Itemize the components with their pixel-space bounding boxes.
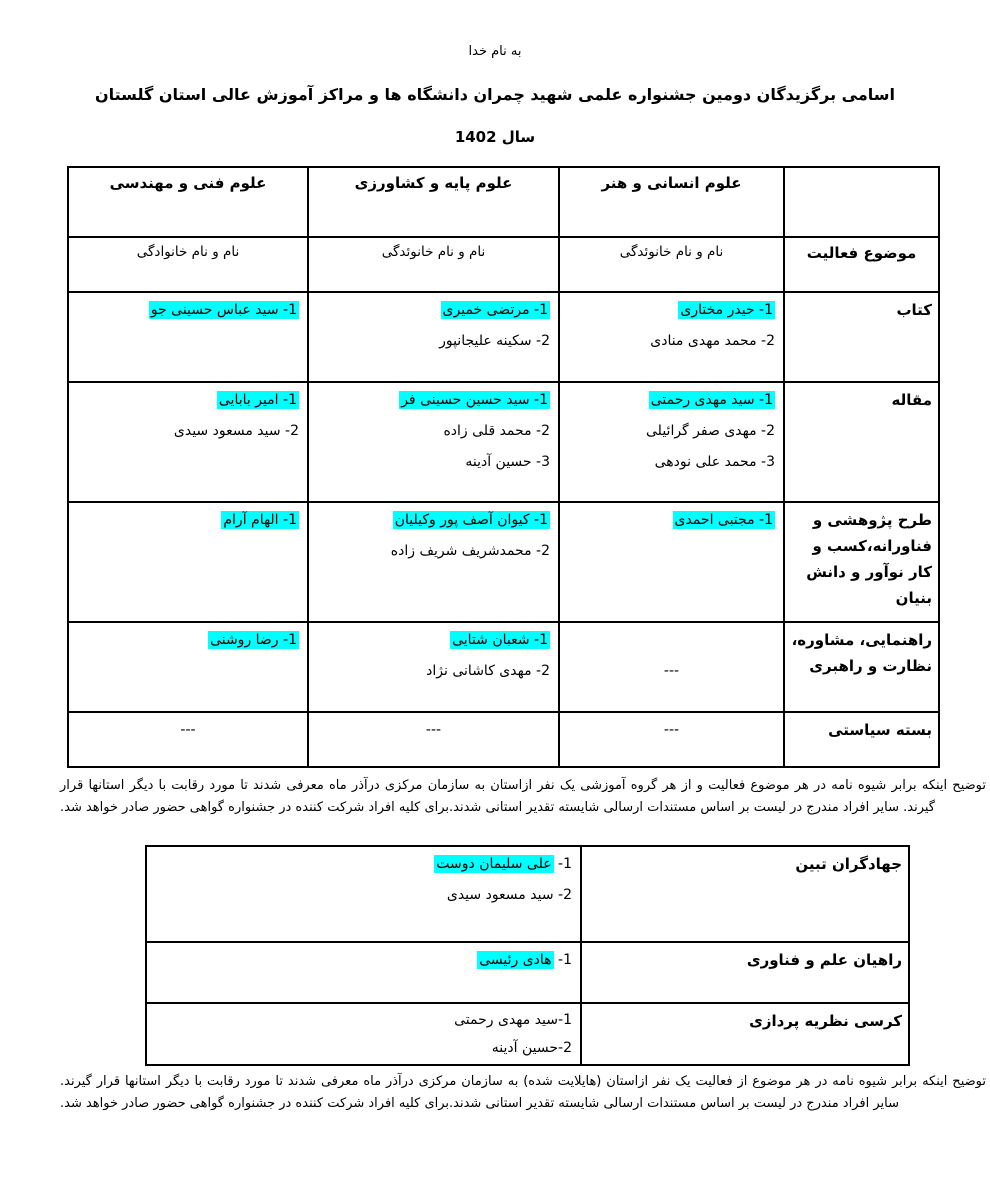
entry-line bbox=[77, 625, 299, 656]
person-name: حسین آدینه bbox=[491, 1040, 559, 1056]
table-header-row bbox=[68, 167, 939, 237]
person-name: 1- سید حسین حسینی فر bbox=[401, 392, 548, 408]
names-cell bbox=[308, 712, 559, 767]
entry-line bbox=[317, 656, 550, 687]
names-cell bbox=[68, 292, 308, 382]
column-header-basic-agriculture: علوم پایه و کشاورزی bbox=[308, 167, 559, 237]
no-entry-dashes: --- bbox=[425, 722, 442, 738]
names-cell bbox=[308, 382, 559, 502]
entry-line bbox=[317, 416, 550, 447]
names-cell bbox=[68, 712, 308, 767]
entry-line bbox=[317, 326, 550, 357]
rank-prefix: 1- bbox=[558, 1012, 572, 1028]
entry-line bbox=[568, 295, 775, 326]
names-cell bbox=[559, 382, 784, 502]
person-name: 2- محمدشریف شریف زاده bbox=[390, 543, 550, 559]
name-surname-label: نام و نام خانوئدگی bbox=[308, 237, 559, 292]
person-name: 1- حیدر مختاری bbox=[680, 302, 773, 318]
names-cell bbox=[559, 712, 784, 767]
entry-line bbox=[155, 849, 572, 880]
rank-prefix: 1- bbox=[553, 856, 572, 872]
year-line: سال 1402 bbox=[454, 128, 536, 146]
names-cell bbox=[68, 622, 308, 712]
entry-line bbox=[77, 715, 299, 746]
table-row-article bbox=[68, 382, 939, 502]
person-name: 1- شعبان شتایی bbox=[452, 632, 548, 648]
entry-line bbox=[155, 945, 572, 976]
special-categories-table bbox=[145, 845, 910, 1066]
table-row-book bbox=[68, 292, 939, 382]
person-name: علی سلیمان دوست bbox=[436, 856, 552, 872]
person-name: 2- مهدی صفر گرائیلی bbox=[646, 423, 775, 439]
table-subheader-row bbox=[68, 237, 939, 292]
table-row-rahian bbox=[146, 942, 909, 1003]
activity-subject-header: موضوع فعالیت bbox=[784, 237, 939, 292]
entry-line bbox=[317, 715, 550, 746]
entry-line bbox=[77, 385, 299, 416]
category-cell: مقاله bbox=[784, 382, 939, 502]
person-name: 1- رضا روشنی bbox=[210, 632, 297, 648]
person-name: سید مهدی رحمتی bbox=[454, 1012, 559, 1028]
rank-prefix: 2- bbox=[558, 1040, 572, 1056]
entry-line bbox=[568, 385, 775, 416]
main-awards-table bbox=[67, 166, 940, 768]
table-row-theorizing-chair bbox=[146, 1003, 909, 1065]
person-name: 2- مهدی کاشانی نژاد bbox=[426, 663, 550, 679]
name-surname-label: نام و نام خانوئدگی bbox=[559, 237, 784, 292]
entry-line bbox=[317, 505, 550, 536]
names-cell bbox=[146, 846, 581, 942]
entry-line bbox=[568, 326, 775, 357]
table-row-jihadgaran bbox=[146, 846, 909, 942]
entry-line bbox=[317, 295, 550, 326]
category-cell: جهادگران تبین bbox=[581, 846, 909, 942]
document-title: اسامی برگزیدگان دومین جشنواره علمی شهید چمران دانشگاه ها و مراکز آموزش عالی استان گلستان bbox=[94, 85, 895, 104]
entry-line bbox=[568, 715, 775, 746]
names-cell bbox=[68, 502, 308, 622]
category-cell: طرح پژوهشی و فناورانه،کسب و کار نوآور و دانش بنیان bbox=[784, 502, 939, 622]
person-name: 1- الهام آرام bbox=[223, 512, 297, 528]
category-cell: راهیان علم و فناوری bbox=[581, 942, 909, 1003]
entry-line bbox=[317, 447, 550, 478]
no-entry-dashes: --- bbox=[663, 663, 680, 679]
entry-line bbox=[568, 416, 775, 447]
person-name: 1- مرتضی خمیری bbox=[442, 302, 548, 318]
table-row-guidance-supervision bbox=[68, 622, 939, 712]
names-cell bbox=[308, 502, 559, 622]
person-name: 2- محمد قلی زاده bbox=[443, 423, 550, 439]
entry-line bbox=[155, 1006, 572, 1034]
person-name: 1- امیر بابایی bbox=[218, 392, 297, 408]
entry-line bbox=[568, 505, 775, 536]
names-cell bbox=[308, 292, 559, 382]
category-cell: کتاب bbox=[784, 292, 939, 382]
person-name: 3- محمد علی نودهی bbox=[654, 454, 775, 470]
note-paragraph-2: توضیح اینکه برابر شیوه نامه در هر موضوع از فعالیت یک نفر ازاستان (هایلایت شده) به سازمان مرکزی درآذر ماه معرفی شدند تا مورد رقابت با دیگر استانها قرار گیرند. سایر افراد مندرج در لیست بر اساس مستندات ارسالی شایسته تقدیر استانی شدند.برای کلیه افراد شرکت کننده در جشنواره گواهی حضور صادر خواهد شد. bbox=[60, 1074, 986, 1111]
entry-line bbox=[77, 295, 299, 326]
entry-line bbox=[155, 880, 572, 911]
names-cell bbox=[559, 292, 784, 382]
entry-line bbox=[317, 385, 550, 416]
names-cell bbox=[146, 942, 581, 1003]
category-cell: بسته سیاستی bbox=[784, 712, 939, 767]
person-name: 1- سید عباس حسینی جو bbox=[150, 302, 297, 318]
names-cell bbox=[68, 382, 308, 502]
table-row-research-project bbox=[68, 502, 939, 622]
names-cell bbox=[559, 502, 784, 622]
entry-line bbox=[317, 536, 550, 567]
person-name: 2- سید مسعود سیدی bbox=[173, 423, 299, 439]
bismillah-line: به نام خدا bbox=[468, 44, 522, 59]
rank-prefix: 2- bbox=[553, 887, 572, 903]
person-name: 3- حسین آدینه bbox=[465, 454, 550, 470]
person-name: سید مسعود سیدی bbox=[446, 887, 554, 903]
person-name: هادی رئیسی bbox=[479, 952, 552, 968]
empty-corner-cell bbox=[784, 167, 939, 237]
column-header-engineering: علوم فنی و مهندسی bbox=[68, 167, 308, 237]
entry-line bbox=[77, 416, 299, 447]
person-name: 1- مجتبی احمدی bbox=[674, 512, 773, 528]
person-name: 1- کیوان آصف پور وکیلیان bbox=[394, 512, 548, 528]
no-entry-dashes: --- bbox=[180, 722, 196, 738]
entry-line bbox=[77, 505, 299, 536]
category-cell: کرسی نظریه پردازی bbox=[581, 1003, 909, 1065]
person-name: 1- سید مهدی رحمتی bbox=[650, 392, 773, 408]
entry-line bbox=[568, 656, 775, 687]
note-paragraph-1: توضیح اینکه برابر شیوه نامه در هر موضوع فعالیت و از هر گروه آموزشی یک نفر ازاستان به سازمان مرکزی درآذر ماه معرفی شدند تا مورد رقابت با دیگر استانها قرار گیرند. سایر افراد مندرج در لیست بر اساس مستندات ارسالی شایسته تقدیر استانی شدند.برای کلیه افراد شرکت کننده در جشنواره گواهی حضور صادر خواهد شد. bbox=[60, 778, 986, 815]
names-cell bbox=[308, 622, 559, 712]
names-cell bbox=[559, 622, 784, 712]
entry-line bbox=[317, 625, 550, 656]
entry-line bbox=[155, 1034, 572, 1062]
entry-line bbox=[568, 447, 775, 478]
person-name: 2- سکینه علیجانپور bbox=[439, 333, 550, 349]
category-cell: راهنمایی، مشاوره، نظارت و راهبری bbox=[784, 622, 939, 712]
names-cell bbox=[146, 1003, 581, 1065]
column-header-humanities: علوم انسانی و هنر bbox=[559, 167, 784, 237]
person-name: 2- محمد مهدی منادی bbox=[650, 333, 775, 349]
rank-prefix: 1- bbox=[553, 952, 572, 968]
table-row-policy-package bbox=[68, 712, 939, 767]
no-entry-dashes: --- bbox=[663, 722, 680, 738]
name-surname-label: نام و نام خانوادگی bbox=[68, 237, 308, 292]
